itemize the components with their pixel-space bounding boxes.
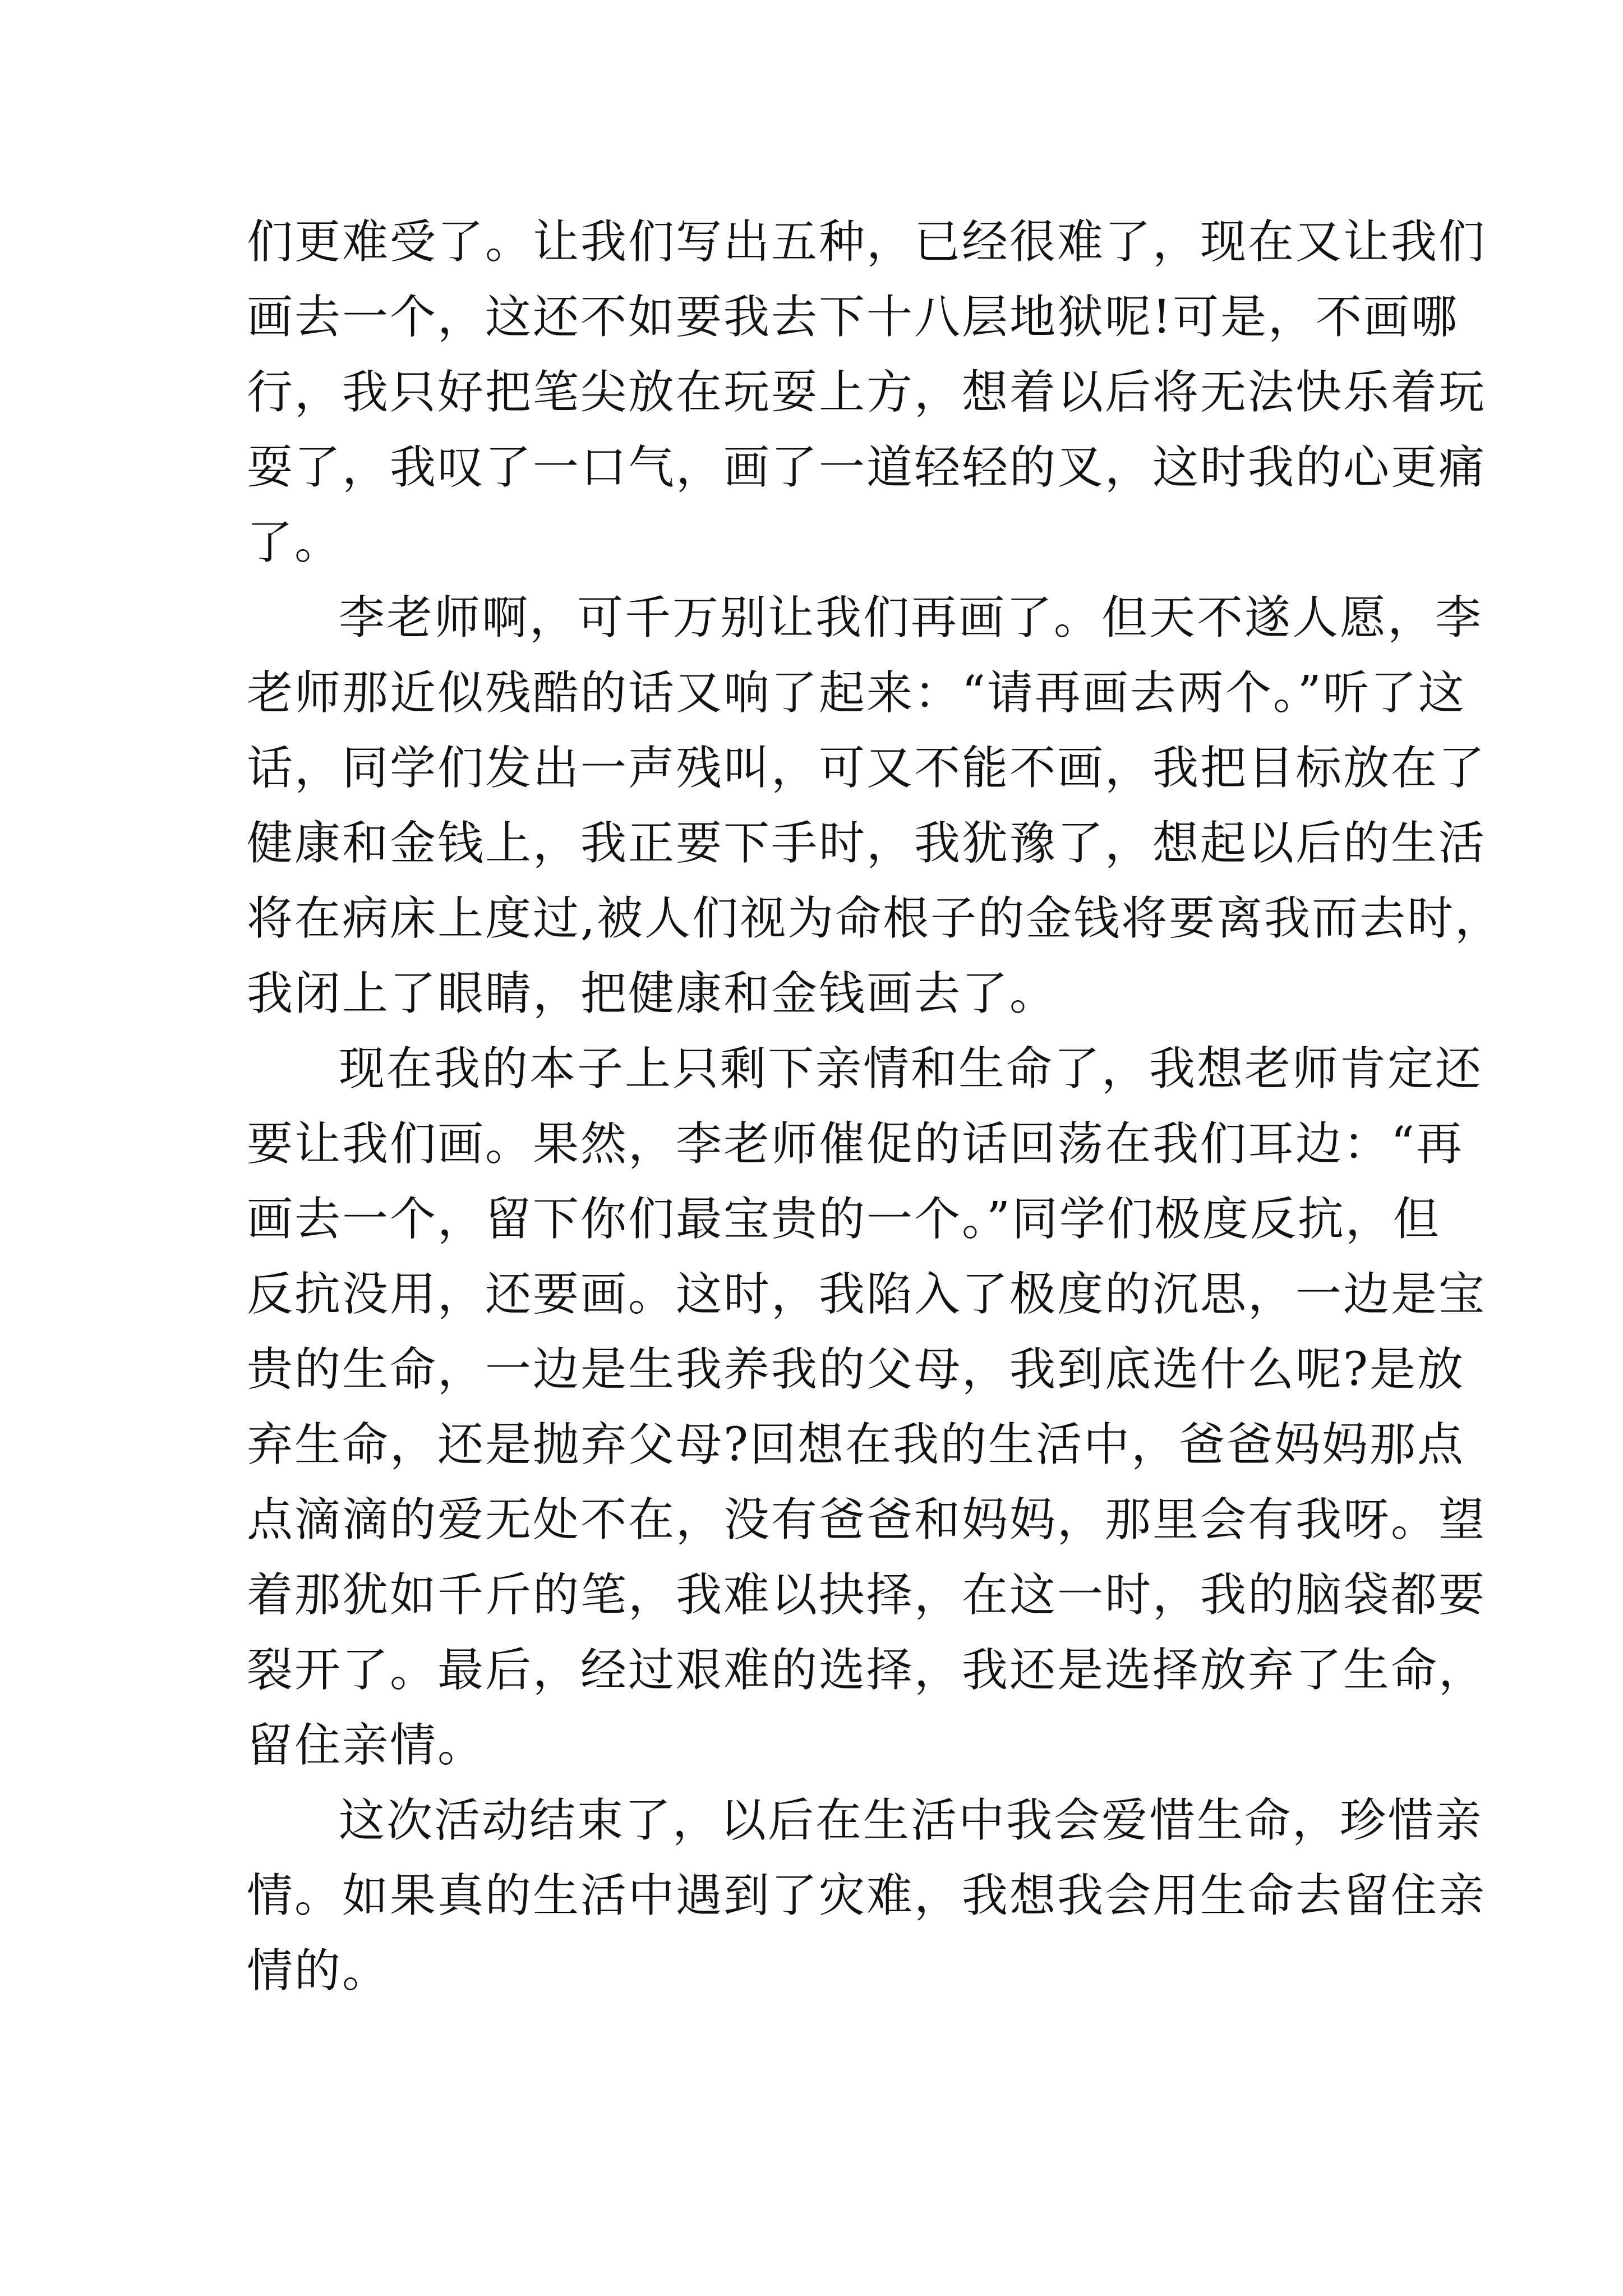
text-line: 老师那近似残酷的话又响了起来：“请再画去两个。”听了这 [247,666,1466,720]
text-line: 们更难受了。让我们写出五种，已经很难了，现在又让我们 [247,215,1487,269]
text-line: 画去一个，这还不如要我去下十八层地狱呢!可是，不画哪 [247,291,1459,344]
text-line: 行，我只好把笔尖放在玩耍上方，想着以后将无法快乐着玩 [247,366,1487,419]
text-line: 将在病床上度过,被人们视为命根子的金钱将要离我而去时， [247,892,1503,945]
text-line: 弃生命，还是抛弃父母?回想在我的生活中，爸爸妈妈那点 [247,1418,1465,1471]
text-line: 我闭上了眼睛，把健康和金钱画去了。 [247,967,1058,1020]
text-line: 这次活动结束了，以后在生活中我会爱惜生命，珍惜亲 [339,1794,1483,1847]
text-line: 情。如果真的生活中遇到了灾难，我想我会用生命去留住亲 [247,1869,1487,1922]
text-line: 着那犹如千斤的笔，我难以抉择，在这一时，我的脑袋都要 [247,1568,1487,1622]
text-line: 现在我的本子上只剩下亲情和生命了，我想老师肯定还 [339,1042,1483,1096]
document-body [247,205,1503,2009]
text-line: 了。 [247,516,343,569]
text-line: 点滴滴的爱无处不在，没有爸爸和妈妈，那里会有我呀。望 [247,1493,1487,1547]
text-line: 耍了，我叹了一口气，画了一道轻轻的叉，这时我的心更痛 [247,441,1487,494]
text-line: 裂开了。最后，经过艰难的选择，我还是选择放弃了生命， [247,1644,1487,1697]
text-line: 健康和金钱上，我正要下手时，我犹豫了，想起以后的生活 [247,817,1487,870]
text-line: 情的。 [247,1944,390,1998]
text-line: 留住亲情。 [247,1719,486,1772]
text-line: 李老师啊，可千万别让我们再画了。但天不遂人愿，李 [339,591,1483,645]
text-line: 反抗没用，还要画。这时，我陷入了极度的沉思，一边是宝 [247,1268,1487,1321]
text-line: 画去一个，留下你们最宝贵的一个。”同学们极度反抗，但 [247,1193,1441,1246]
text-line: 话，同学们发出一声残叫，可又不能不画，我把目标放在了 [247,742,1487,795]
text-line: 贵的生命，一边是生我养我的父母，我到底选什么呢?是放 [247,1343,1465,1396]
text-line: 要让我们画。果然，李老师催促的话回荡在我们耳边：“再 [247,1117,1464,1171]
